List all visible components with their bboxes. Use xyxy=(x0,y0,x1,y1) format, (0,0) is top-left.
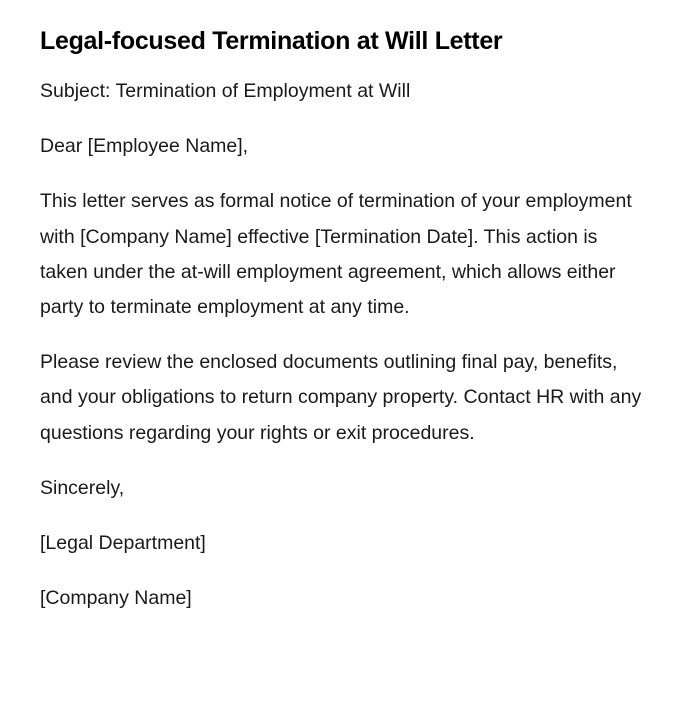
letter-body-paragraph-1: This letter serves as formal notice of termination of your employment with [Company Name] effective [Termination Date]. This action is taken under the at-will employment agreement, which allows either party to terminate employment at any time. xyxy=(40,190,632,319)
letter-body-paragraph-2: Please review the enclosed documents outlining final pay, benefits, and your obligations to return company property. Contact HR with any questions regarding your rights or exit procedures. xyxy=(40,351,642,444)
letter-greeting: Dear [Employee Name], xyxy=(40,135,249,158)
letter-subject: Subject: Termination of Employment at Will xyxy=(40,80,411,102)
letter-closing: Sincerely, xyxy=(40,476,125,499)
signature-department: [Legal Department] xyxy=(40,532,206,555)
letter-document xyxy=(40,26,650,636)
letter-title: Legal-focused Termination at Will Letter xyxy=(40,27,503,55)
signature-company: [Company Name] xyxy=(40,587,192,610)
